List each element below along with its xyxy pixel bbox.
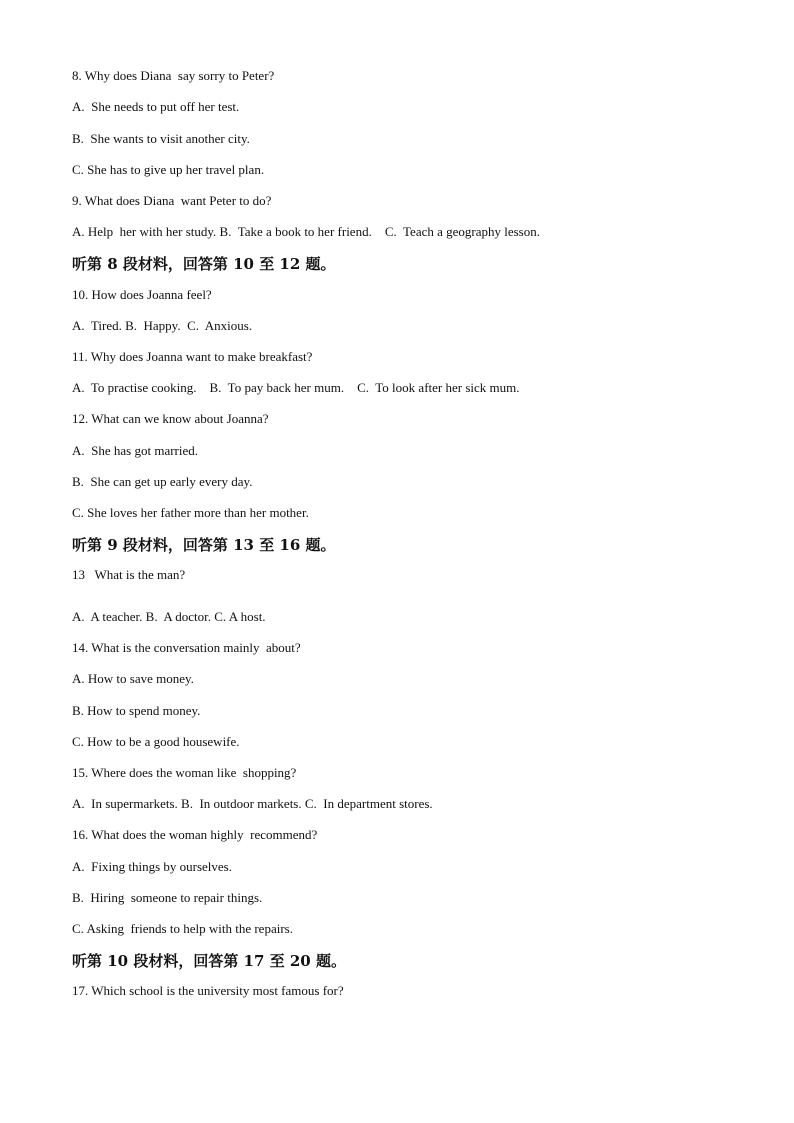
question-15: 15. Where does the woman like shopping? [72, 765, 297, 780]
question-13: 13 What is the man? [72, 567, 186, 582]
question-14-option-c: C. How to be a good housewife. [72, 734, 240, 749]
question-8-option-b: B. She wants to visit another city. [72, 131, 250, 146]
section-heading-8: 听第 8 段材料，回答第 10 至 12 题。 [72, 255, 336, 273]
section-heading-9: 听第 9 段材料，回答第 13 至 16 题。 [72, 536, 336, 554]
question-15-options: A. In supermarkets. B. In outdoor markets. C. In department stores. [72, 796, 433, 811]
question-10: 10. How does Joanna feel? [72, 287, 212, 302]
question-12-option-c: C. She loves her father more than her mother. [72, 505, 309, 520]
question-10-options: A. Tired. B. Happy. C. Anxious. [72, 318, 253, 333]
question-16-option-c: C. Asking friends to help with the repairs. [72, 921, 293, 936]
question-16-option-a: A. Fixing things by ourselves. [72, 859, 232, 874]
question-13-options: A. A teacher. B. A doctor. C. A host. [72, 609, 266, 624]
question-9-options: A. Help her with her study. B. Take a book to her friend. C. Teach a geography lesson. [72, 224, 540, 239]
question-14: 14. What is the conversation mainly about? [72, 640, 301, 655]
question-14-option-b: B. How to spend money. [72, 703, 201, 718]
question-16-option-b: B. Hiring someone to repair things. [72, 890, 263, 905]
question-9: 9. What does Diana want Peter to do? [72, 193, 272, 208]
question-8-option-a: A. She needs to put off her test. [72, 99, 240, 114]
question-17: 17. Which school is the university most famous for? [72, 983, 344, 998]
question-12: 12. What can we know about Joanna? [72, 411, 269, 426]
question-8-option-c: C. She has to give up her travel plan. [72, 162, 265, 177]
question-12-option-b: B. She can get up early every day. [72, 474, 253, 489]
question-11: 11. Why does Joanna want to make breakfast? [72, 349, 313, 364]
question-12-option-a: A. She has got married. [72, 443, 199, 458]
question-14-option-a: A. How to save money. [72, 671, 194, 686]
section-heading-10: 听第 10 段材料，回答第 17 至 20 题。 [72, 952, 346, 970]
question-11-options: A. To practise cooking. B. To pay back her mum. C. To look after her sick mum. [72, 380, 520, 395]
question-16: 16. What does the woman highly recommend? [72, 827, 318, 842]
question-8: 8. Why does Diana say sorry to Peter? [72, 68, 275, 83]
